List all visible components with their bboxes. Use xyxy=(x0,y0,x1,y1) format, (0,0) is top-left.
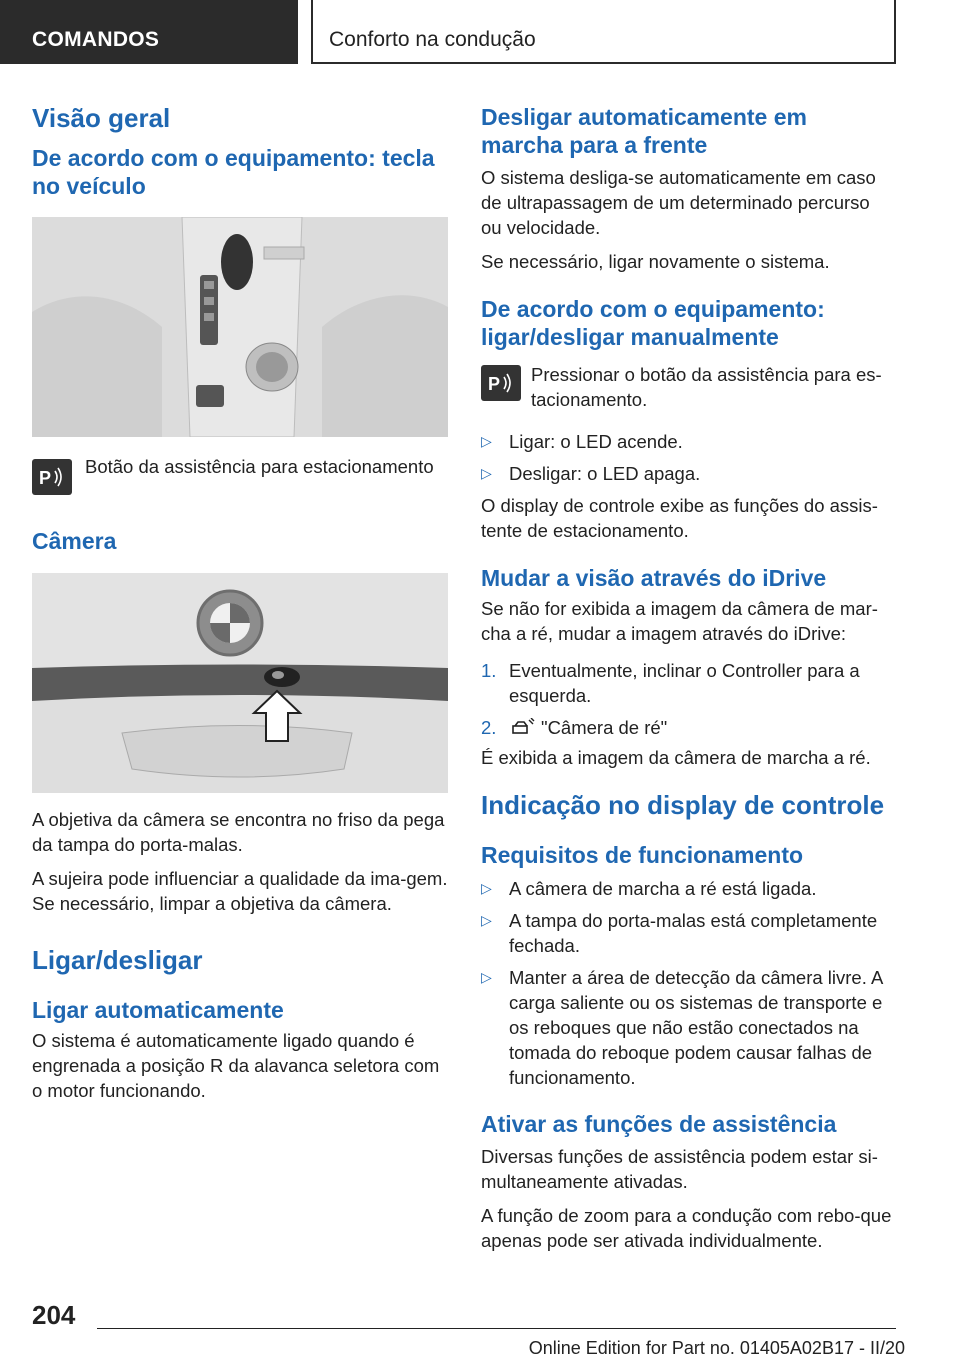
console-image xyxy=(32,217,448,437)
manual-after-paragraph: O display de controle exibe as funções do assis-tente de estacionamento. xyxy=(481,495,878,541)
auto-off-paragraph-2: Se necessário, ligar novamente o sistema. xyxy=(481,251,830,272)
footer-divider xyxy=(97,1328,896,1329)
idrive-steps xyxy=(481,658,893,740)
list-item xyxy=(481,876,893,901)
triangle-bullet-icon: ▷ xyxy=(481,912,492,928)
page-number: 204 xyxy=(32,1300,76,1330)
left-column xyxy=(32,100,448,1103)
triangle-bullet-icon: ▷ xyxy=(481,969,492,985)
heading-idrive: Mudar a visão através do iDrive xyxy=(481,565,827,591)
list-item-text: A tampa do porta-malas está completamente fechada. xyxy=(509,910,878,956)
rear-camera-icon xyxy=(509,717,535,735)
heading-requirements: Requisitos de funcionamento xyxy=(481,842,804,868)
button-caption-row xyxy=(32,456,448,495)
svg-text:P: P xyxy=(488,374,501,394)
triangle-bullet-icon: ▷ xyxy=(481,433,492,449)
auto-on-paragraph: O sistema é automaticamente ligado quando é engrenada a posição R da alavanca seletora com o motor funcionando. xyxy=(32,1030,440,1101)
step-text: "Câmera de ré" xyxy=(541,717,668,738)
heading-manual: De acordo com o equipamento: ligar/desligar manualmente xyxy=(481,296,825,350)
list-item-text: Ligar: o LED acende. xyxy=(509,431,683,452)
header-chapter-label: Conforto na condução xyxy=(329,28,536,51)
heading-auto-on: Ligar automaticamente xyxy=(32,997,284,1023)
idrive-after-paragraph: É exibida a imagem da câmera de marcha a ré. xyxy=(481,747,871,768)
svg-text:P: P xyxy=(39,468,52,488)
heading-activate: Ativar as funções de assistência xyxy=(481,1111,837,1137)
triangle-bullet-icon: ▷ xyxy=(481,880,492,896)
heading-camera: Câmera xyxy=(32,528,117,554)
manual-instruction-row xyxy=(481,365,893,412)
right-column xyxy=(481,100,893,1253)
activate-paragraph-2: A função de zoom para a condução com rebo-que apenas pode ser ativada individualmente. xyxy=(481,1205,892,1251)
heading-on-off: Ligar/desligar xyxy=(32,945,203,975)
step-number: 2. xyxy=(481,717,497,738)
list-item-text: Desligar: o LED apaga. xyxy=(509,463,701,484)
activate-paragraph-1: Diversas funções de assistência podem estar si-multaneamente ativadas. xyxy=(481,1146,878,1192)
park-assist-icon xyxy=(481,365,521,401)
header-section-label: COMANDOS xyxy=(32,28,160,51)
manual-instruction: Pressionar o botão da assistência para es-tacionamento. xyxy=(531,364,882,410)
step-text: Eventualmente, inclinar o Controller para a esquerda. xyxy=(509,660,860,706)
trunk-camera-illustration xyxy=(32,573,448,793)
button-caption: Botão da assistência para estacionamento xyxy=(85,456,434,477)
header-section-tab xyxy=(0,0,298,64)
footer-edition: Online Edition for Part no. 01405A02B17 - II/20 xyxy=(528,1338,905,1358)
list-item-text: A câmera de marcha a ré está ligada. xyxy=(509,878,817,899)
requirements-list xyxy=(481,876,893,1090)
triangle-bullet-icon: ▷ xyxy=(481,465,492,481)
step-number: 1. xyxy=(481,660,497,681)
camera-paragraph-2: A sujeira pode influenciar a qualidade da ima-gem. Se necessário, limpar a objetiva da câmera. xyxy=(32,868,448,914)
header-chapter-tab xyxy=(311,0,896,64)
park-assist-icon xyxy=(32,459,72,495)
heading-overview: Visão geral xyxy=(32,103,171,133)
heading-auto-off: Desligar automaticamente em marcha para a frente xyxy=(481,104,807,158)
list-item xyxy=(481,715,893,740)
heading-display: Indicação no display de controle xyxy=(481,790,885,820)
list-item xyxy=(481,658,893,708)
list-item xyxy=(481,429,893,454)
list-item xyxy=(481,908,893,958)
heading-button-in-vehicle: De acordo com o equipamento: tecla no veículo xyxy=(32,145,435,199)
manual-list xyxy=(481,429,893,486)
list-item xyxy=(481,965,893,1090)
list-item xyxy=(481,461,893,486)
center-console-illustration xyxy=(32,217,448,437)
camera-image xyxy=(32,573,448,793)
camera-paragraph-1: A objetiva da câmera se encontra no friso da pega da tampa do porta-malas. xyxy=(32,809,445,855)
list-item-text: Manter a área de detecção da câmera livre. A carga saliente ou os sistemas de transporte e os reboques que não estão conectados na tomada do reboque podem causar falhas de funcionamento. xyxy=(509,967,883,1088)
auto-off-paragraph-1: O sistema desliga-se automaticamente em caso de ultrapassagem de um determinado percurso ou velocidade. xyxy=(481,167,876,238)
idrive-paragraph: Se não for exibida a imagem da câmera de mar-cha a ré, mudar a imagem através do iDrive: xyxy=(481,598,878,644)
